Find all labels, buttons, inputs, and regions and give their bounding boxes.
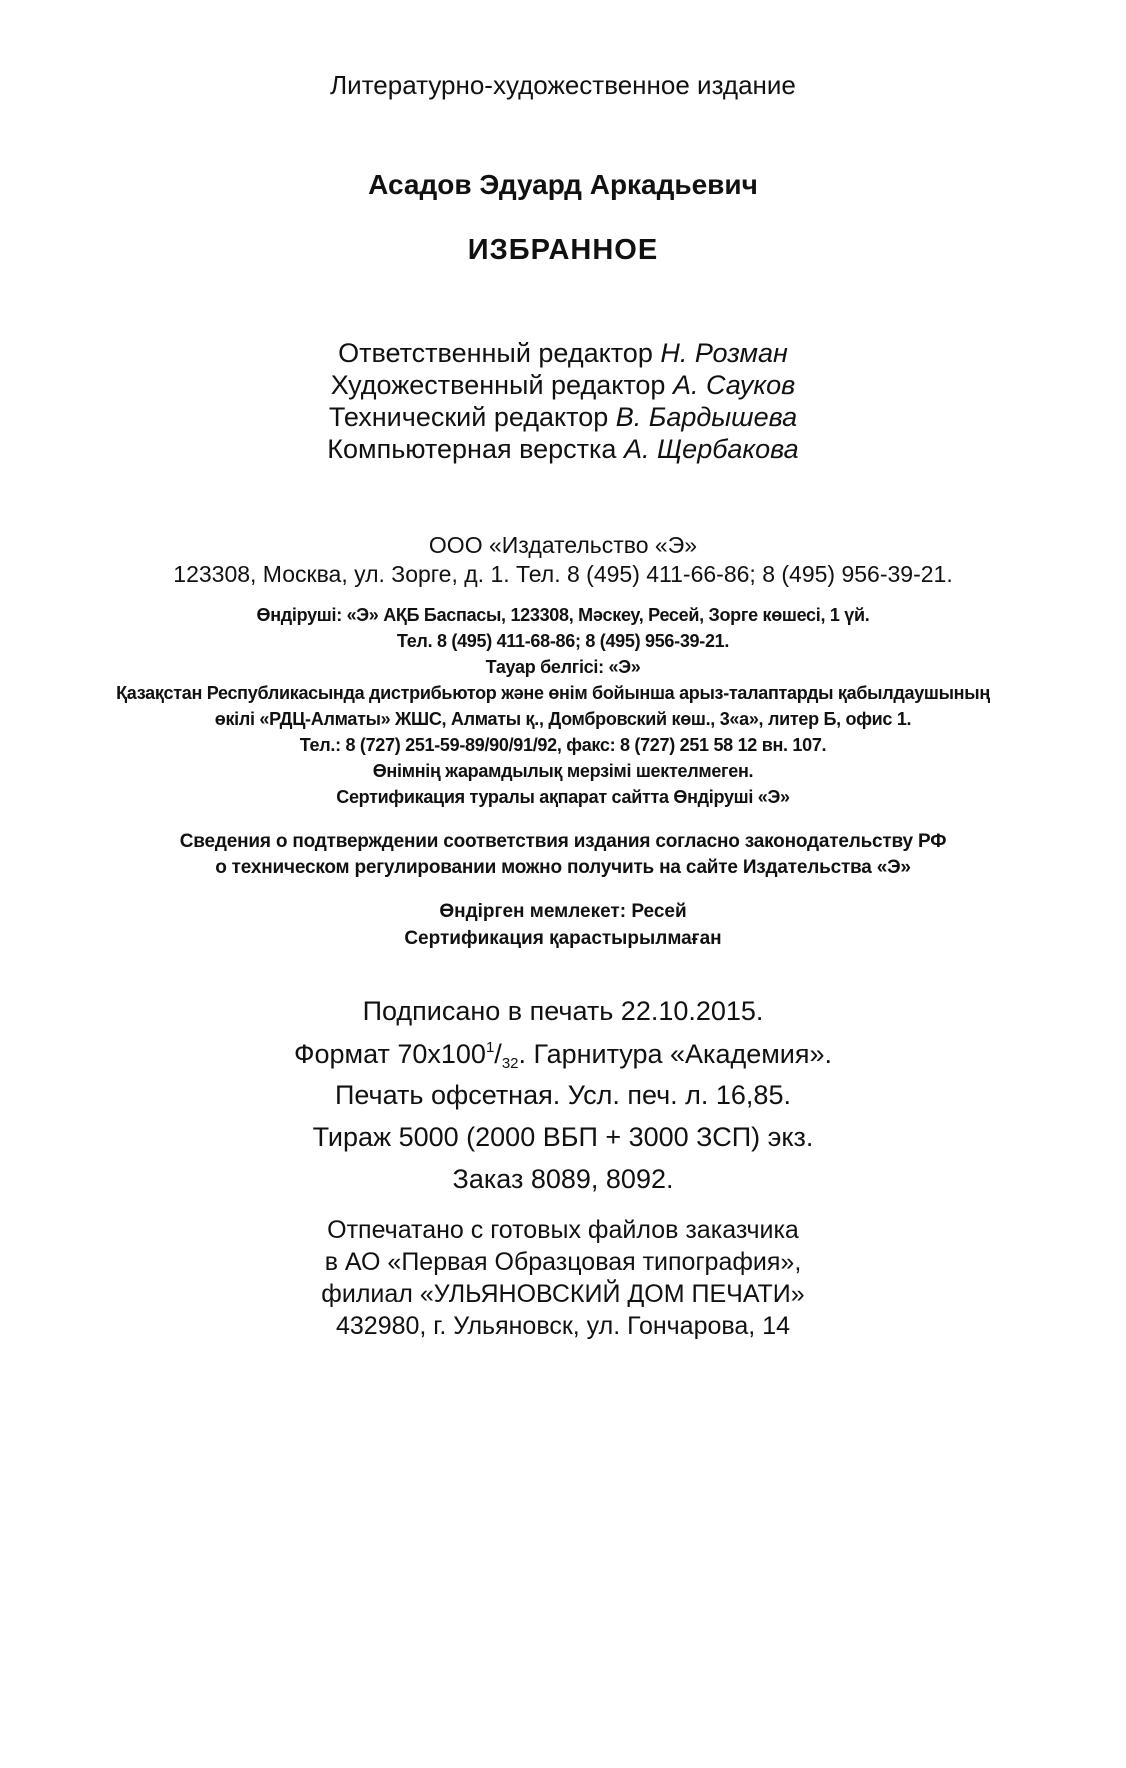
kazakh-info-line: Сертификация туралы ақпарат сайтта Өндіруші «Э» <box>336 787 790 807</box>
format-denominator: 32 <box>501 1055 519 1072</box>
format-prefix: Формат 70x100 <box>293 1039 486 1069</box>
edition-type: Литературно-художественное издание <box>330 70 796 100</box>
credit-person: Н. Розман <box>660 338 788 368</box>
kazakh-info-line: Тел. 8 (495) 411-68-86; 8 (495) 956-39-21. <box>396 631 730 651</box>
format-suffix: . Гарнитура «Академия». <box>518 1039 833 1069</box>
book-title: ИЗБРАННОЕ <box>467 234 659 266</box>
kazakh-info-line: Тауар белгісі: «Э» <box>485 657 641 677</box>
order-number: Заказ 8089, 8092. <box>452 1164 674 1194</box>
credit-line <box>0 436 1126 463</box>
credit-line <box>0 404 1126 431</box>
typography-line: в АО «Первая Образцовая типография», <box>324 1248 802 1276</box>
author-name: Асадов Эдуард Аркадьевич <box>368 169 758 200</box>
credit-person: А. Сауков <box>672 370 796 400</box>
origin-line: Өндірген мемлекет: Ресей <box>439 901 687 922</box>
circulation: Тираж 5000 (2000 ВБП + 3000 ЗСП) экз. <box>312 1122 814 1152</box>
credit-role: Компьютерная верстка <box>327 434 624 464</box>
credit-line <box>0 340 1126 367</box>
credit-role: Художественный редактор <box>330 370 673 400</box>
credit-role: Ответственный редактор <box>338 338 661 368</box>
printing-type: Печать офсетная. Усл. печ. л. 16,85. <box>335 1080 791 1110</box>
typography-line: филиал «УЛЬЯНОВСКИЙ ДОМ ПЕЧАТИ» <box>321 1280 805 1308</box>
typography-line: Отпечатано с готовых файлов заказчика <box>327 1216 799 1244</box>
credit-person: В. Бардышева <box>615 402 798 432</box>
kazakh-info-line: Өнімнің жарамдылық мерзімі шектелмеген. <box>372 761 754 781</box>
credit-line <box>0 372 1126 399</box>
kazakh-info-line: өкілі «РДЦ-Алматы» ЖШС, Алматы қ., Домбровский көш., 3«а», литер Б, офис 1. <box>214 709 912 729</box>
typography-line: 432980, г. Ульяновск, ул. Гончарова, 14 <box>335 1312 791 1340</box>
credit-person: А. Щербакова <box>623 434 799 464</box>
russian-info-line: Сведения о подтверждении соответствия издания согласно законодательству РФ <box>179 831 947 852</box>
kazakh-info-line: Тел.: 8 (727) 251-59-89/90/91/92, факс: 8 (727) 251 58 12 вн. 107. <box>299 735 827 755</box>
signed-date: Подписано в печать 22.10.2015. <box>362 996 764 1026</box>
format-numerator: 1 <box>485 1039 495 1056</box>
kazakh-info-line: Өндіруші: «Э» АҚБ Баспасы, 123308, Мәскеу, Ресей, Зорге көшесі, 1 үй. <box>256 605 870 625</box>
publisher-address: 123308, Москва, ул. Зорге, д. 1. Тел. 8 (495) 411-66-86; 8 (495) 956-39-21. <box>173 561 953 587</box>
origin-line: Сертификация қарастырылмаған <box>404 928 722 949</box>
credit-role: Технический редактор <box>328 402 616 432</box>
publisher-name: ООО «Издательство «Э» <box>428 532 698 558</box>
format-slash: / <box>494 1039 502 1069</box>
russian-info-line: о техническом регулировании можно получить на сайте Издательства «Э» <box>215 857 911 878</box>
format-line <box>0 1040 1126 1071</box>
kazakh-info-line: Қазақстан Республикасында дистрибьютор және өнім бойынша арыз-талаптарды қабылдаушының <box>116 683 990 703</box>
